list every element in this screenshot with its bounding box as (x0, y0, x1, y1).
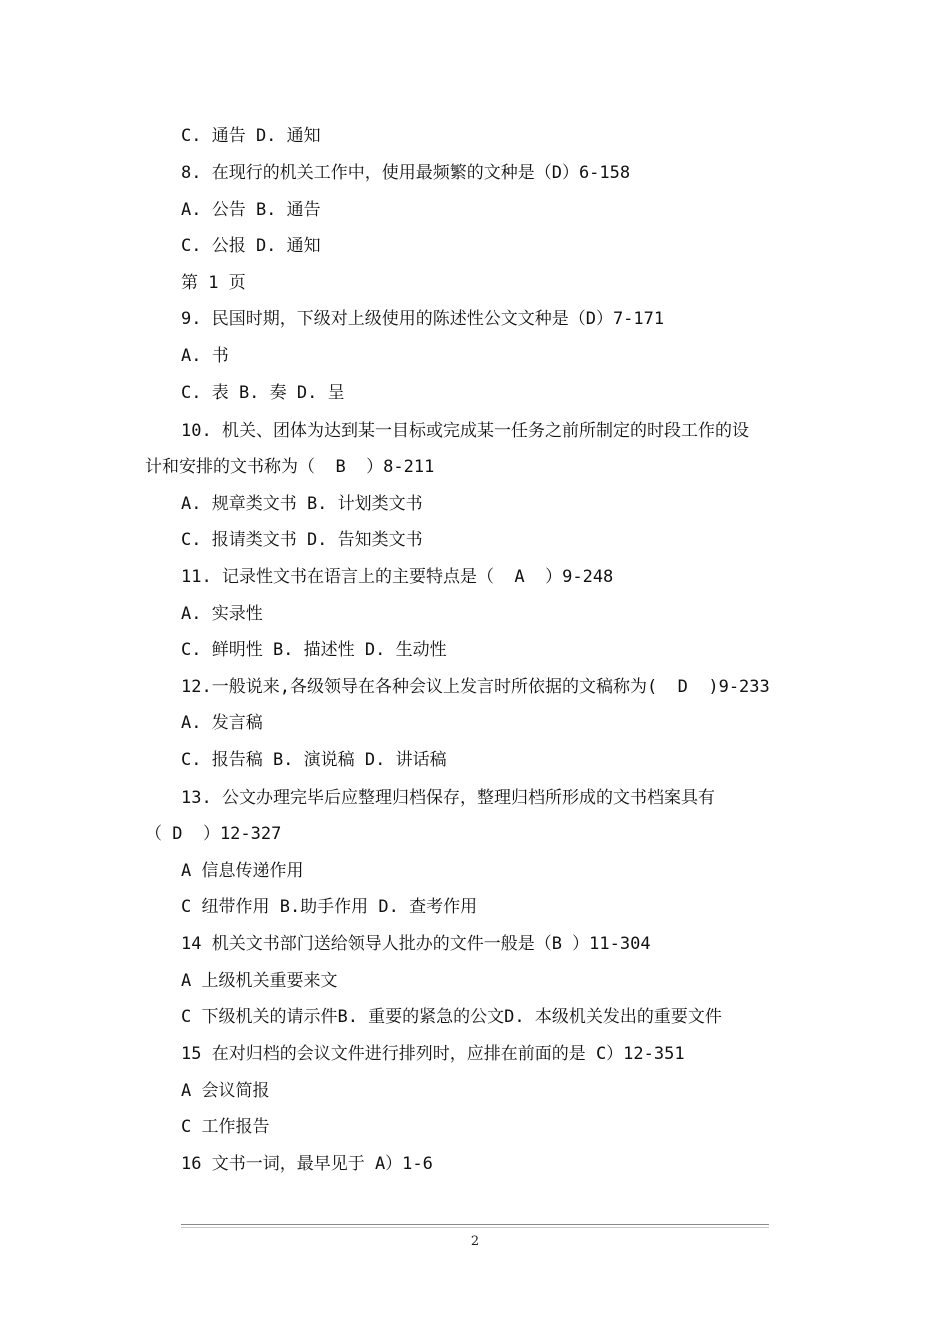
question-line: 9. 民国时期，下级对上级使用的陈述性公文文种是（D）7-171 (181, 309, 665, 329)
option-line: A. 公告 B. 通告 (181, 200, 321, 220)
question-line: 14 机关文书部门送给领导人批办的文件一般是（B ）11-304 (181, 934, 651, 954)
option-line: A. 书 (181, 346, 229, 366)
footer-divider (181, 1224, 769, 1225)
question-line: 8. 在现行的机关工作中，使用最频繁的文种是（D）6-158 (181, 163, 631, 183)
option-line: C. 公报 D. 通知 (181, 236, 321, 256)
page-number: 2 (470, 1234, 480, 1249)
question-line: 12.一般说来,各级领导在各种会议上发言时所依据的文稿称为( D )9-233 (181, 677, 770, 697)
option-line: C. 鲜明性 B. 描述性 D. 生动性 (181, 640, 447, 660)
footer-divider-shadow (181, 1227, 769, 1228)
question-line: 11. 记录性文书在语言上的主要特点是（ A ）9-248 (181, 567, 614, 587)
option-line: A. 规章类文书 B. 计划类文书 (181, 494, 423, 514)
option-line: C 工作报告 (181, 1117, 270, 1137)
option-line: A 会议简报 (181, 1081, 270, 1101)
option-line: C. 报请类文书 D. 告知类文书 (181, 530, 423, 550)
page-marker: 第 1 页 (181, 273, 246, 293)
text-line: C. 通告 D. 通知 (181, 126, 321, 146)
question-line: 16 文书一词，最早见于 A）1-6 (181, 1154, 433, 1174)
option-line: C. 表 B. 奏 D. 呈 (181, 383, 345, 403)
option-line: A. 发言稿 (181, 713, 263, 733)
question-line: 13. 公文办理完毕后应整理归档保存，整理归档所形成的文书档案具有 (181, 788, 715, 808)
question-line-continued: （ D ）12-327 (145, 824, 282, 844)
option-line: C 纽带作用 B.助手作用 D. 查考作用 (181, 897, 478, 917)
option-line: A 上级机关重要来文 (181, 971, 338, 991)
question-line: 15 在对归档的会议文件进行排列时，应排在前面的是 C）12-351 (181, 1044, 685, 1064)
option-line: C. 报告稿 B. 演说稿 D. 讲话稿 (181, 750, 447, 770)
option-line: C 下级机关的请示件B. 重要的紧急的公文D. 本级机关发出的重要文件 (181, 1007, 722, 1027)
question-line: 10. 机关、团体为达到某一目标或完成某一任务之前所制定的时段工作的设 (181, 421, 749, 441)
option-line: A. 实录性 (181, 604, 263, 624)
question-line-continued: 计和安排的文书称为（ B ）8-211 (145, 457, 435, 477)
option-line: A 信息传递作用 (181, 861, 304, 881)
